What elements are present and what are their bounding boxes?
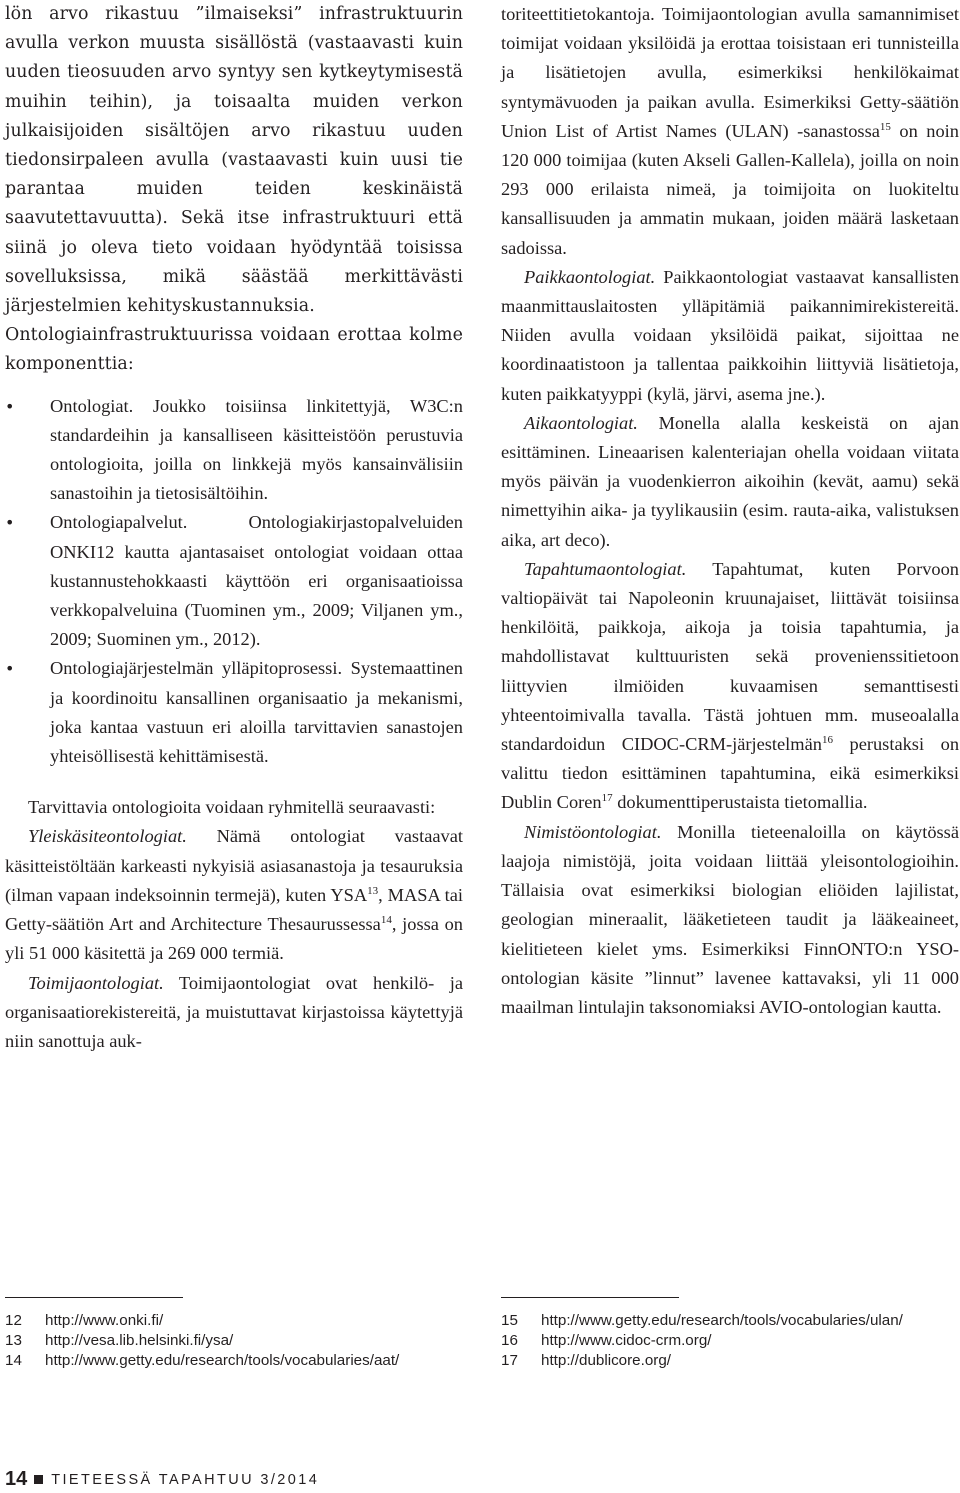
footnote-number: 15: [501, 1312, 518, 1329]
term-heading: Tapahtumaontologiat.: [524, 558, 687, 579]
paragraph-text: Toimijaontologiat ovat henkilö- ja organisaatiorekistereitä, ja muistuttavat kirjastoissa käytettyjä niin sanottuja auk-: [5, 972, 463, 1051]
term-heading: Paikkaontologiat.: [524, 266, 656, 287]
footnote-divider: [5, 1297, 183, 1298]
paragraph-toimija: [5, 969, 463, 1057]
footnote: [501, 1311, 956, 1331]
footnote: [5, 1351, 475, 1371]
footnotes-left: [5, 1311, 475, 1371]
footnote-number: 16: [501, 1332, 518, 1349]
term-heading: Nimistöontologiat.: [524, 821, 662, 842]
list-item: • Ontologiajärjestelmän ylläpitoprosessi. Systemaattinen ja koordinoitu kansallinen organisaatio ja mekanismi, joka kantaa vastuun eri aloilla tarvittavien sanastojen yhteisöllisestä kehittämisestä.: [5, 654, 463, 771]
paragraph-text: dokumenttiperustaista tietomallia.: [612, 792, 868, 813]
publication-name: TIETEESSÄ TAPAHTUU 3/2014: [51, 1471, 320, 1488]
paragraph-nimisto: [501, 818, 959, 1022]
component-list: [5, 392, 463, 772]
paragraph-text: Tapahtumat, kuten Porvoon valtiopäivät tai Napoleonin kruunajaiset, liittävät toisiinsa henkilöitä, paikkoja, aikoja ja toisia tapahtumia, ja mahdollistavat kulttuuristen sekä provenienssitietoon liittyvien ilmiöiden kuvaamisen semanttisesti yhteentoimivalla tavalla. Tästä johtuen mm. museoalalla standardoidun CIDOC-CRM-järjestelmän: [501, 558, 959, 755]
paragraph-infrastructure: [5, 0, 463, 321]
paragraph-text: Nämä ontologiat vastaavat käsitteistöltään karkeasti nykyisiä asiasanastoja ja tesauruksia (ilman vapaan indeksoinnin termejä), kuten YSA: [5, 826, 463, 905]
page-number: 14: [5, 1468, 28, 1490]
paragraph-text: lön arvo rikastuu ”ilmaiseksi” infrastruktuurin avulla verkon muusta sisällöstä (vastaavasti kuin uuden tieosuuden arvo syntyy sen kytkeytymisestä muihin teihin), ja toisaalta muiden verkon julkaisijoiden sisältöjen arvo rikastuu uuden tiedonsirpaleen avulla (vastaavasti kuin uusi tie parantaa muiden teiden keskinäistä saavutettavuutta).: [5, 4, 463, 229]
footnote-divider: [501, 1297, 679, 1298]
paragraph-text: Sekä itse infrastruktuuri että siinä jo oleva tieto voidaan hyödyntää toisissa sovelluksissa, mikä säästää merkittävästi järjestelmien kehityskustannuksia.: [5, 208, 463, 317]
list-item: • Ontologiapalvelut. Ontologiakirjastopalveluiden ONKI12 kautta ajantasaiset ontologiat voidaan ottaa kustannustehokkaasti käyttöön eri organisaatioissa verkkopalveluina (Tuominen ym., 2009; Viljanen ym., 2009; Suominen ym., 2012).: [5, 508, 463, 654]
footnote: [501, 1351, 956, 1371]
spacer: [5, 771, 463, 793]
paragraph-paikka: [501, 263, 959, 409]
footnote-ref: 13: [367, 884, 379, 897]
spacer: [5, 380, 463, 392]
paragraph-text: Monella alalla keskeistä on ajan esittäminen. Lineaarisen kalenteriajan ohella voidaan viitata myös päivän ja vuodenkierron aikoihin (kevät, aamu) sekä nimettyihin aika- ja tyylikausiin (esim. rauta-aika, valistuksen aika, art deco).: [501, 412, 959, 550]
footnote-number: 17: [501, 1352, 518, 1369]
right-column: [501, 0, 959, 1022]
footnote-ref: 17: [601, 792, 613, 805]
paragraph-toimija-cont: [501, 0, 959, 263]
footnotes-right: [501, 1311, 956, 1371]
footnote-link[interactable]: http://www.cidoc-crm.org/: [541, 1332, 712, 1349]
page-footer: [5, 1468, 319, 1491]
square-icon: [34, 1475, 43, 1484]
footnote-number: 14: [5, 1352, 22, 1369]
paragraph-text: on noin 120 000 toimijaa (kuten Akseli Gallen-Kallela), joilla on noin 293 000 erilaista nimeä, ja toimijoita on luokiteltu kansallisuuden ja ammatin mukaan, joiden määrä lasketaan sadoissa.: [501, 120, 959, 258]
paragraph-components-intro: Ontologiainfrastruktuurissa voidaan erottaa kolme komponenttia:: [5, 325, 463, 375]
term-heading: Yleiskäsiteontologiat.: [28, 826, 187, 847]
footnote-link[interactable]: http://www.getty.edu/research/tools/vocabularies/ulan/: [541, 1312, 903, 1329]
footnote-ref: 16: [821, 734, 833, 747]
footnote-ref: 15: [879, 120, 891, 133]
paragraph-yleiskasite: [5, 822, 463, 968]
paragraph-text: toriteettitietokantoja. Toimijaontologian avulla samannimiset toimijat voidaan yksilöidä ja erottaa toisistaan eri tunnisteilla ja lisätietojen avulla, esimerkiksi henkilökaimat syntymävuoden ja paikan avulla. Esimerkiksi Getty-säätiön Union List of Artist Names (ULAN) -sanastossa: [501, 4, 959, 141]
footnote: [501, 1331, 956, 1351]
paragraph-text: perustaksi on valittu tiedon esittäminen tapahtumina, eikä esimerkiksi Dublin Coren: [501, 734, 960, 813]
paragraph-grouping: Tarvittavia ontologioita voidaan ryhmitellä seuraavasti:: [28, 797, 436, 818]
footnote: [5, 1331, 475, 1351]
paragraph-text: Monilla tieteenaloilla on käytössä laajoja nimistöjä, joita voidaan liittää yleisontologioihin. Tällaisia ovat esimerkiksi biologian eliöiden lajilistat, geologian mineraalit, lääketieteen taudit ja lääkeaineet, kielitieteen kielet yms. Esimerkiksi FinnONTO:n YSO-ontologian käsite ”linnut” lavenee kattavaksi, yli 11 000 maailman lintulajin taksonomiaksi AVIO-ontologian kautta.: [501, 821, 959, 1017]
footnote-ref: 14: [380, 914, 392, 927]
paragraph-text: , MASA tai Getty-säätiön Art and Architecture Thesaurussessa: [5, 884, 463, 935]
footnote-link[interactable]: http://www.onki.fi/: [45, 1312, 164, 1329]
paragraph-text: Paikkaontologiat vastaavat kansallisten maanmittauslaitosten ylläpitämiä paikannimirekistereitä. Niiden avulla voidaan yksilöidä paikat, sijoittaa ne koordinaatistoon ja tallentaa paikkoihin liittyviä lisätietoja, kuten paikkatyyppi (kylä, järvi, asema jne.).: [501, 266, 959, 404]
left-column: [5, 0, 463, 1056]
list-item: • Ontologiat. Joukko toisiinsa linkitettyjä, W3C:n standardeihin ja kansalliseen käsitteistöön perustuvia ontologioita, joilla on linkkejä myös kansainvälisiin sanastoihin ja tietosisältöihin.: [5, 392, 463, 509]
footnote-link[interactable]: http://www.getty.edu/research/tools/vocabularies/aat/: [45, 1352, 400, 1369]
footnote-link[interactable]: http://dublicore.org/: [541, 1352, 672, 1369]
paragraph-aika: [501, 409, 959, 555]
term-heading: Aikaontologiat.: [524, 412, 638, 433]
paragraph-tapahtuma: [501, 555, 959, 818]
footnote-number: 12: [5, 1312, 22, 1329]
paragraph-text: , jossa on yli 51 000 käsitettä ja 269 000 termiä.: [5, 914, 464, 964]
footnote-number: 13: [5, 1332, 22, 1349]
footnote-link[interactable]: http://vesa.lib.helsinki.fi/ysa/: [45, 1332, 234, 1349]
term-heading: Toimijaontologiat.: [28, 972, 164, 993]
footnote: [5, 1311, 475, 1331]
